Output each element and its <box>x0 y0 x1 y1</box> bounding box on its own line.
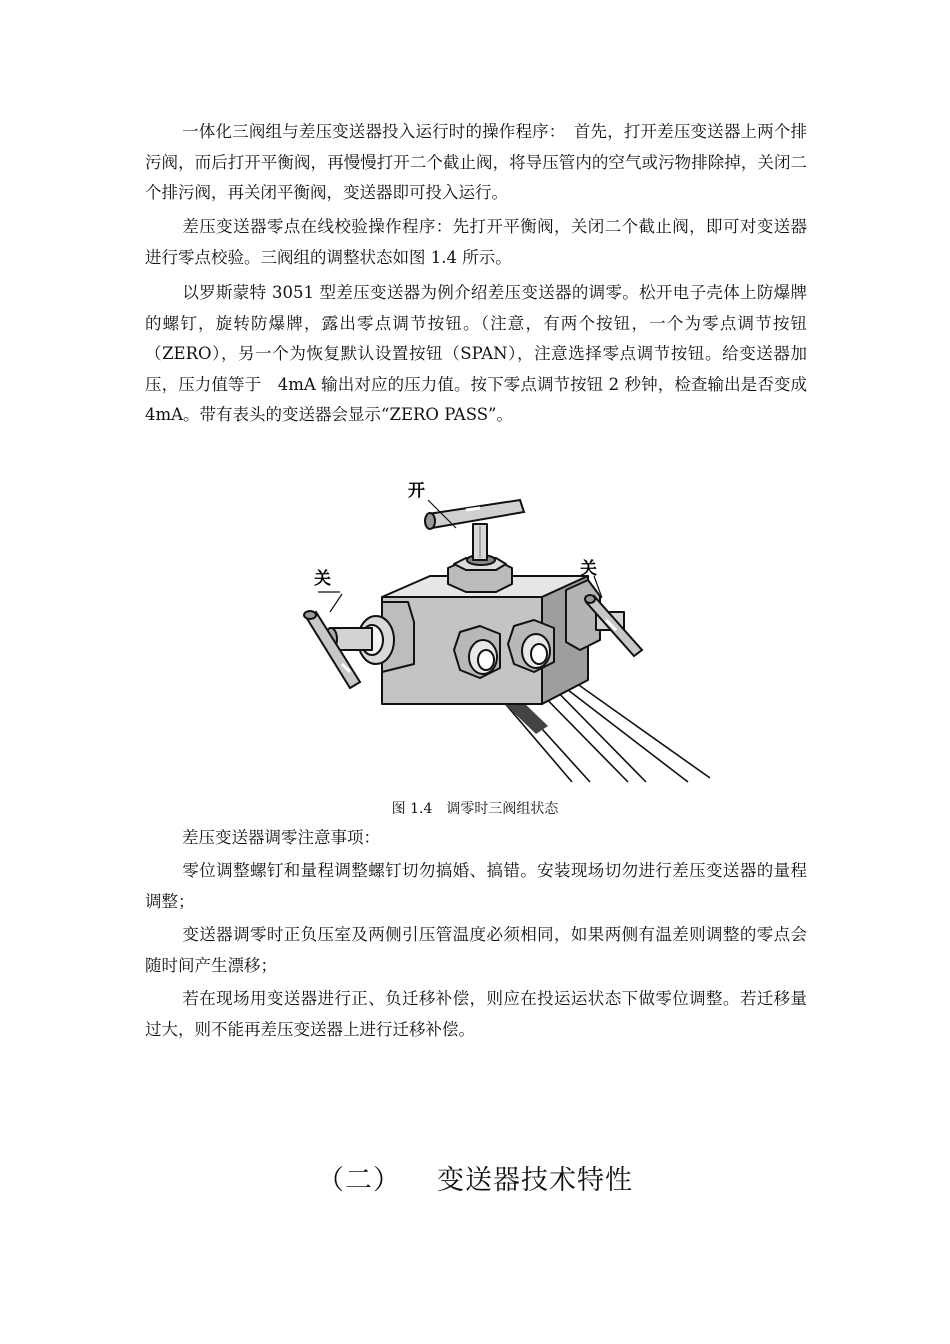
note-item-migration: 若在现场用变送器进行正、负迁移补偿，则应在投运运状态下做零位调整。若迁移量过大，则不能再差压变送器上进行迁移补偿。 <box>145 989 807 1039</box>
paragraph-operation-procedure: 一体化三阀组与差压变送器投入运行时的操作程序： 首先，打开差压变送器上两个排污阀，而后打开平衡阀，再慢慢打开二个截止阀，将导压管内的空气或污物排除掉，关闭二个排污阀，再关闭平衡阀，变送器即可投入运行。 <box>145 122 807 202</box>
label-close-right: 关 <box>580 559 597 579</box>
section-title-text: 变送器技术特性 <box>437 1165 633 1196</box>
paragraph-zero-calibration: 差压变送器零点在线校验操作程序：先打开平衡阀，关闭二个截止阀，即可对变送器进行零点校验。三阀组的调整状态如图 1.4 所示。 <box>145 217 807 267</box>
notes-heading: 差压变送器调零注意事项： <box>182 828 380 847</box>
paragraph-rosemount-3051: 以罗斯蒙特 3051 型差压变送器为例介绍差压变送器的调零。松开电子壳体上防爆牌的螺钉，旋转防爆牌，露出零点调节按钮。（注意，有两个按钮，一个为零点调节按钮 （ZERO），另一个为恢复默认设置按钮（SPAN），注意选择零点调节按钮。给变送器加压，压力值等于 4mA 输出对应的压力值。按下零点调节按钮 2 秒钟，检查输出是否变成 4mA。带有表头的变送器会显示“ZERO PASS”。 <box>145 283 824 424</box>
figure-caption: 图 1.4 调零时三阀组状态 <box>391 801 559 817</box>
label-open: 开 <box>408 481 425 501</box>
label-close-left: 关 <box>314 569 331 589</box>
section-number: （二） <box>317 1165 401 1196</box>
section-heading <box>0 1158 950 1197</box>
three-valve-manifold-figure <box>290 472 710 784</box>
three-valve-manifold-illustration <box>290 472 710 784</box>
note-item-screws: 零位调整螺钉和量程调整螺钉切勿搞婚、搞错。安装现场切勿进行差压变送器的量程调整； <box>145 861 807 911</box>
note-item-temperature: 变送器调零时正负压室及两侧引压管温度必须相同，如果两侧有温差则调整的零点会随时间产生漂移； <box>145 925 807 975</box>
